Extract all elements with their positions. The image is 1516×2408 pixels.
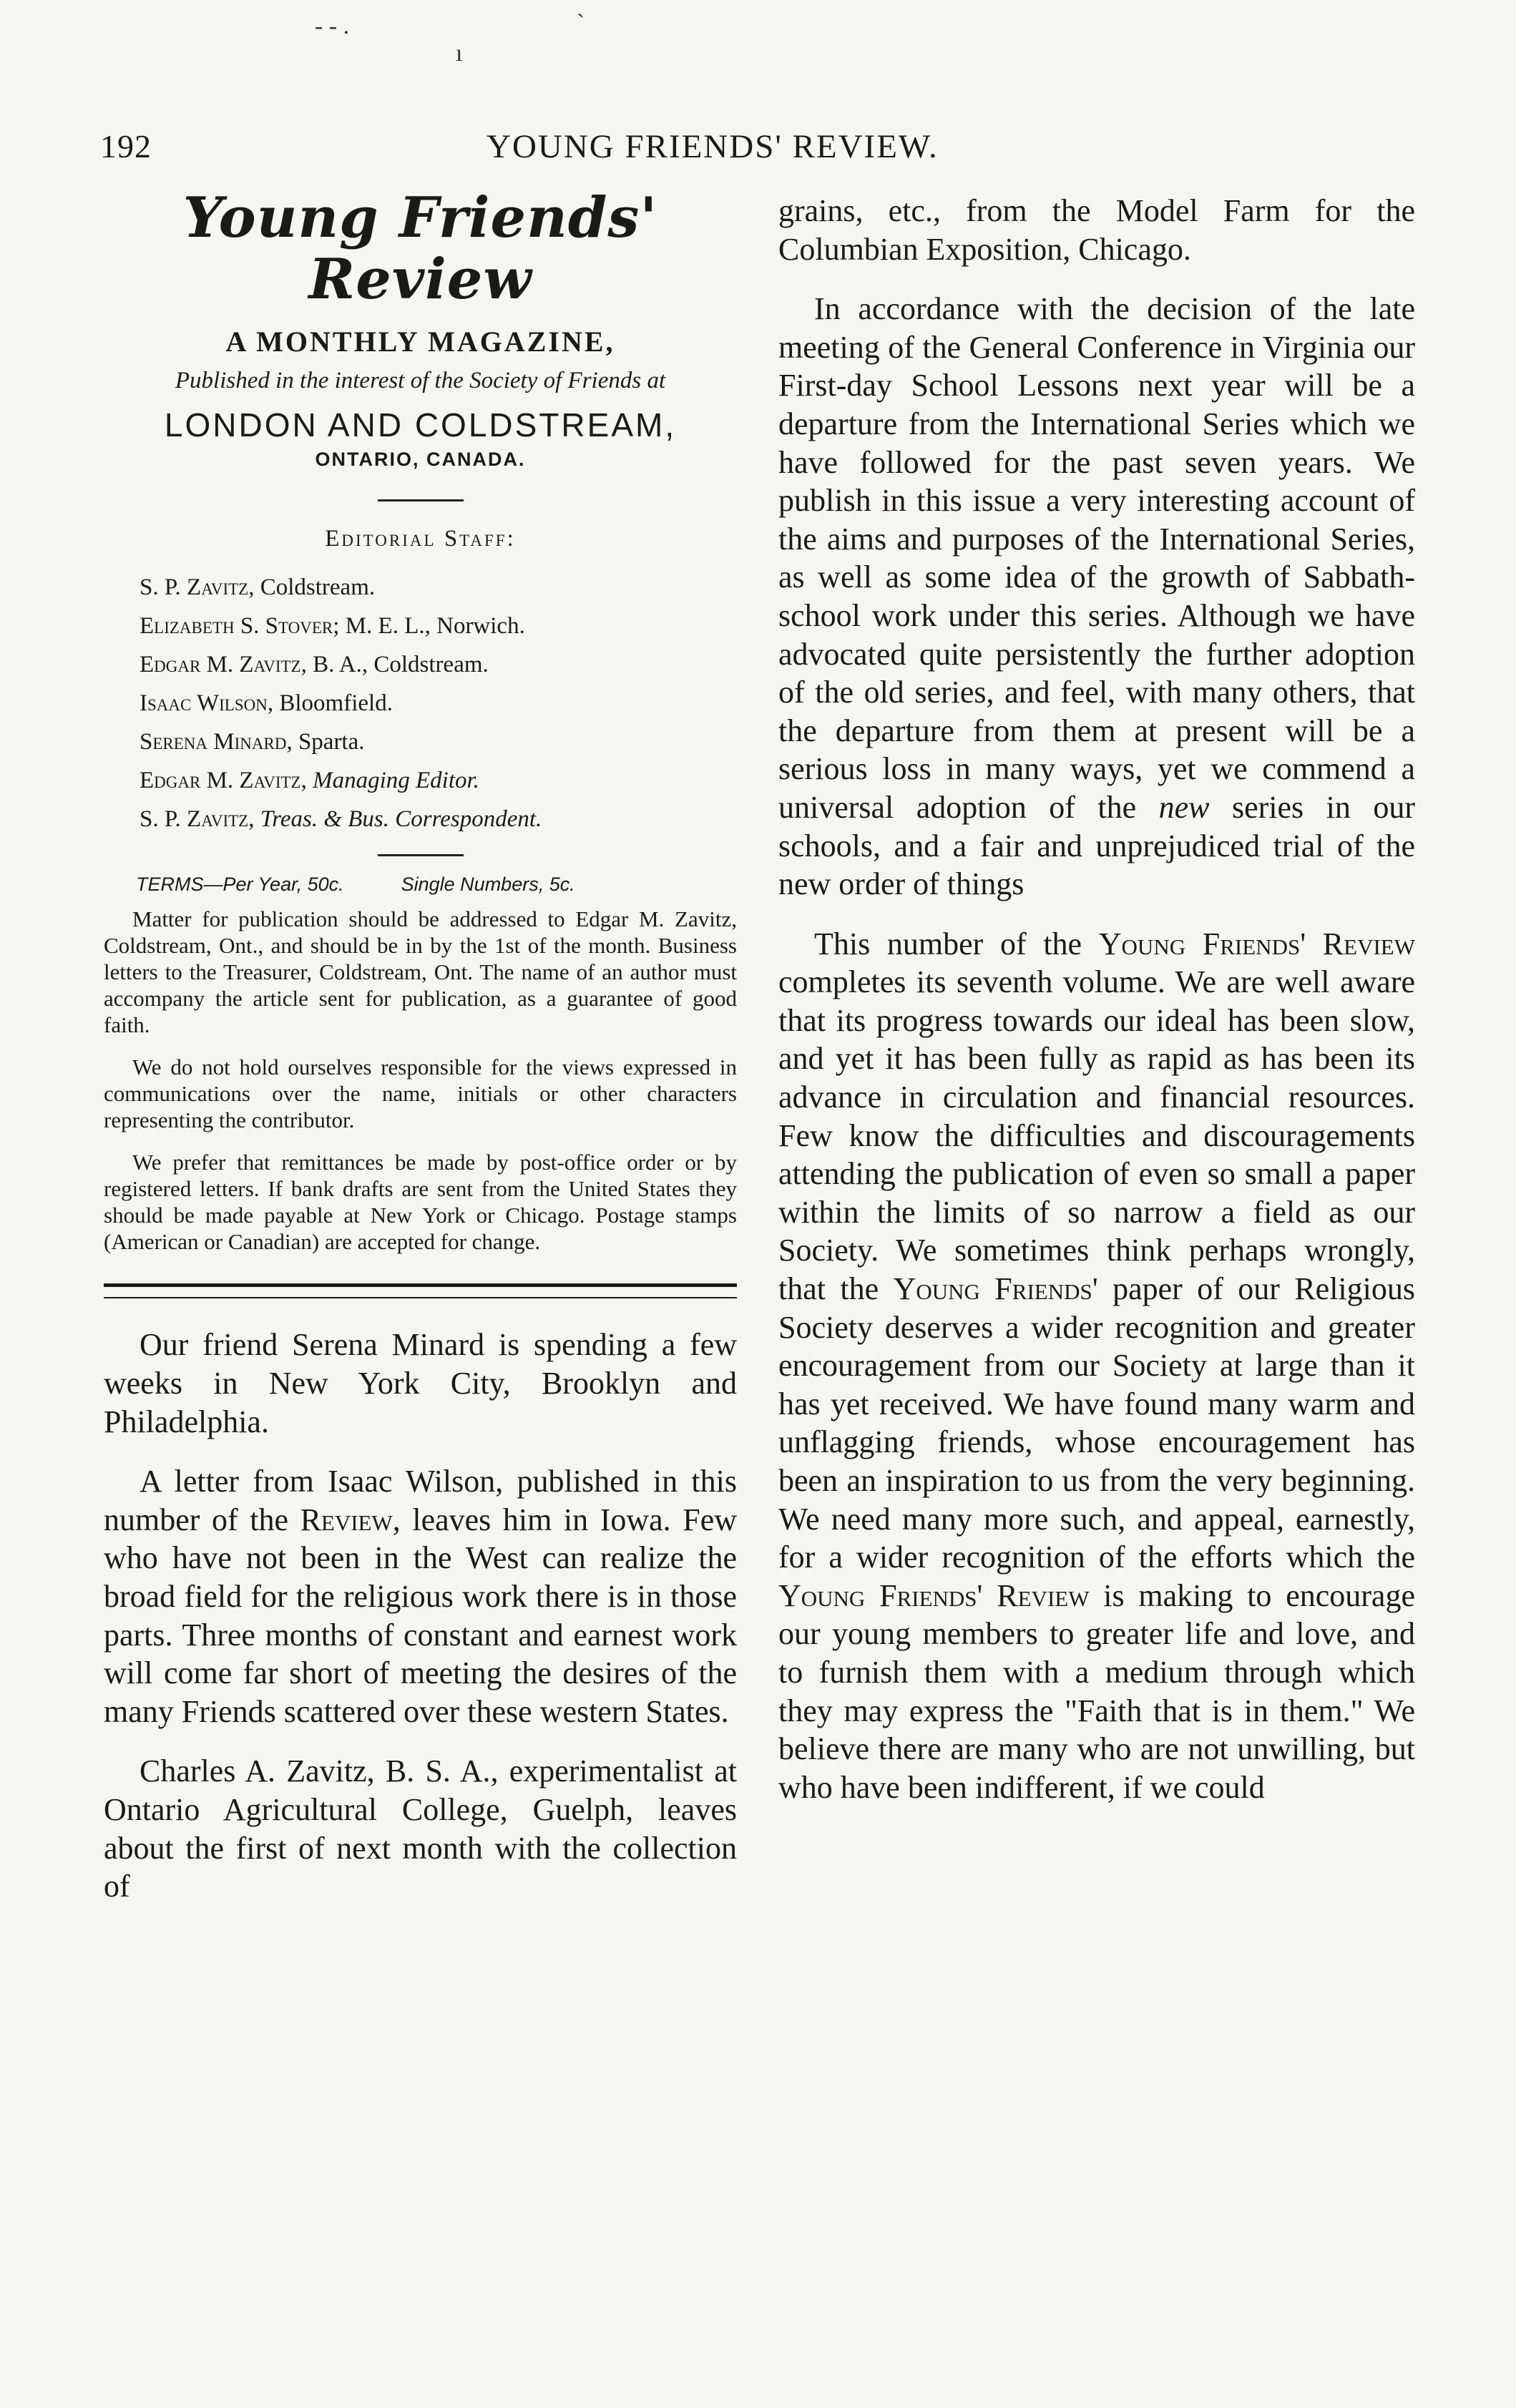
- text-run: In accordance with the decision of the late meeting of the General Conference in Virginia our First-day School Lessons next year will be a departure from the International Series which we have followed for the past seven years. We publish in this issue a very interesting account of the aims and purposes of the International Series, as well as some idea of the growth of Sabbath-school work under this series. Although we have advocated quite persistently the further adoption of the old series, and feel, with many others, that the departure from them at present will be a serious loss in many ways, yet we commend a universal adoption of the: [778, 291, 1415, 825]
- staff-location: , B. A., Coldstream.: [300, 652, 489, 678]
- staff-name: S. P. Zavitz: [140, 574, 249, 601]
- text-run: Young Friends: [893, 1271, 1092, 1307]
- notice-paragraph: We do not hold ourselves responsible for the views expressed in communications over the name, initials or other characters representing the contributor.: [104, 1054, 737, 1133]
- right-column: [778, 192, 1415, 1828]
- page-number: 192: [100, 128, 152, 165]
- staff-role: Treas. & Bus. Correspondent.: [260, 806, 542, 833]
- staff-member: [140, 607, 737, 645]
- staff-heading: Editorial Staff:: [325, 526, 516, 552]
- staff-member: [140, 568, 737, 607]
- running-head: [100, 127, 1417, 177]
- staff-list: [140, 568, 737, 838]
- article-paragraph: [778, 290, 1415, 904]
- masthead-subtitle: A MONTHLY MAGAZINE,: [225, 325, 615, 358]
- staff-name: Elizabeth S. Stover: [140, 613, 333, 640]
- notice-paragraph: We prefer that remittances be made by post-office order or by registered letters. If bank drafts are sent from the United States they should be made payable at New York or Chicago. Postage stamps (American or Canadian) are accepted for change.: [104, 1150, 737, 1255]
- text-run: Young Friends' Review: [1098, 926, 1415, 961]
- text-run: Review: [300, 1502, 393, 1537]
- masthead-published: Published in the interest of the Society of Friends at: [175, 367, 666, 393]
- staff-name: Serena Minard: [140, 729, 287, 755]
- terms-per-year: TERMS—Per Year, 50c.: [136, 873, 344, 896]
- staff-location: , Bloomfield.: [267, 690, 393, 717]
- text-run: Young Friends' Review: [778, 1577, 1090, 1613]
- staff-name: S. P. Zavitz: [140, 806, 249, 833]
- scan-mark: - - .: [315, 13, 350, 39]
- journal-title: YOUNG FRIENDS' REVIEW.: [486, 128, 939, 165]
- staff-member: [140, 723, 737, 761]
- staff-member: [140, 800, 737, 838]
- staff-location: ,: [248, 806, 260, 833]
- terms-line: [136, 873, 737, 896]
- text-run: completes its seventh volume. We are well aware that its progress towards our ideal has been slow, and yet it has been fully as rapid as has been its advance in circulation and financial resources. Few know the difficulties and discouragements attending the publication of even so small a paper within the limits of so narrow a field as our Society. We sometimes think perhaps wrongly, that the: [778, 964, 1415, 1307]
- double-rule: [104, 1283, 737, 1298]
- staff-location: , Sparta.: [286, 729, 365, 755]
- article-paragraph: Charles A. Zavitz, B. S. A., experimentalist at Ontario Agricultural College, Guelph, leaves about the first of next month with the collection of: [104, 1753, 737, 1904]
- staff-role: Managing Editor.: [313, 768, 479, 794]
- article-paragraph: [104, 1462, 737, 1731]
- divider: [378, 854, 464, 856]
- text-run: ' paper of our Religious Society deserves a wider recognition and greater encouragement from our Society at large than it has yet received. We have found many warm and unflagging friends, whose encouragement has been an inspiration to us from the very beginning. We need many more such, and appeal, earnestly, for a wider recognition of the efforts which the: [778, 1271, 1416, 1575]
- staff-name: Edgar M. Zavitz: [140, 768, 301, 794]
- article-paragraph: grains, etc., from the Model Farm for the Columbian Exposition, Chicago.: [778, 193, 1415, 267]
- scan-mark: `: [577, 10, 585, 36]
- terms-single: Single Numbers, 5c.: [401, 873, 575, 896]
- text-run: This number of the: [814, 926, 1099, 961]
- staff-member: [140, 645, 737, 684]
- staff-member: [140, 684, 737, 723]
- left-column: [104, 187, 737, 1927]
- masthead-place: LONDON AND COLDSTREAM,: [164, 406, 677, 444]
- staff-name: Edgar M. Zavitz: [140, 652, 301, 678]
- text-run: series in our schools, and a fair and unprejudiced trial of the new order of things: [778, 789, 1416, 902]
- staff-location: ; M. E. L., Norwich.: [333, 613, 525, 640]
- article-paragraph: [778, 925, 1415, 1807]
- notice-paragraph: Matter for publication should be addressed to Edgar M. Zavitz, Coldstream, Ont., and should be in by the 1st of the month. Business letters to the Treasurer, Coldstream, Ont. The name of an author must accompany the article sent for publication, as a guarantee of good faith.: [104, 906, 737, 1038]
- divider: [378, 499, 464, 501]
- staff-member: [140, 761, 737, 800]
- text-run: A letter from Isaac Wilson, published in this number of the: [104, 1464, 737, 1537]
- masthead-title: Young Friends' Review: [182, 185, 658, 312]
- staff-name: Isaac Wilson: [140, 690, 268, 717]
- staff-location: ,: [300, 768, 313, 794]
- scan-mark: ı: [456, 40, 463, 67]
- staff-location: , Coldstream.: [248, 574, 376, 601]
- masthead-country: ONTARIO, CANADA.: [315, 449, 526, 471]
- text-run: new: [1158, 789, 1210, 825]
- text-run: is making to encourage our young members to greater life and love, and to furnish them with a medium through which they may express the "Faith that is in them." We believe there are many who are not unwilling, but who have been indifferent, if we could: [778, 1577, 1415, 1805]
- article-paragraph: Our friend Serena Minard is spending a few weeks in New York City, Brooklyn and Philadelphia.: [104, 1327, 737, 1439]
- text-run: , leaves him in Iowa. Few who have not been in the West can realize the broad field for the religious work there is in those parts. Three months of constant and earnest work will come far short of meeting the desires of the many Friends scattered over these western States.: [104, 1502, 738, 1729]
